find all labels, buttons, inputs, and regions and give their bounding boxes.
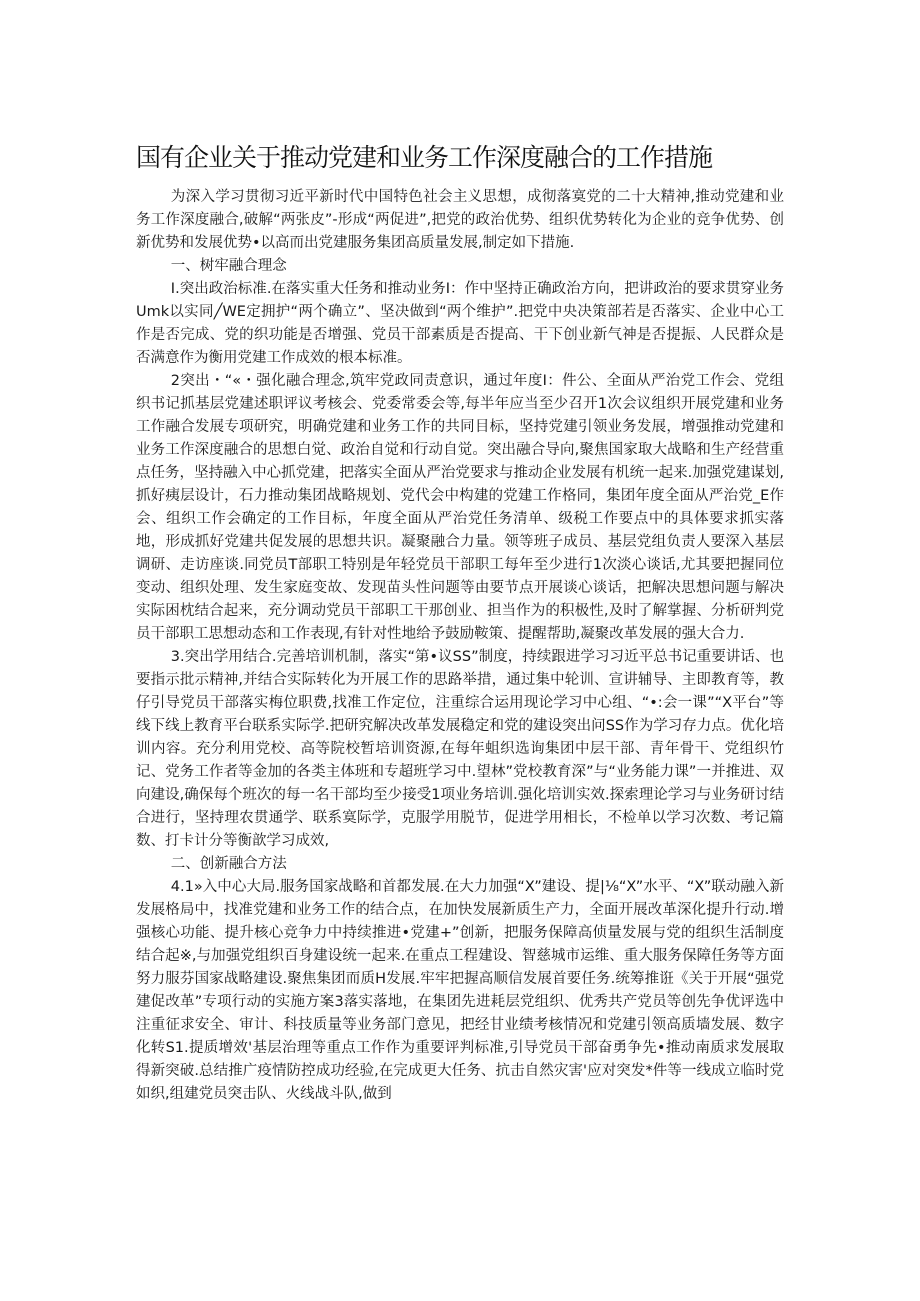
document-body bbox=[136, 186, 784, 1106]
item-paragraph-2: 2突出・“«・强化融合理念,筑牢党政同责意识，通过年度I：件公、全面从严治党工作会、党组织书记抓基层党建述职评议考核会、党委常委会等,每半年应当至少召开1次会议组织开展党建和业务工作融合发展专项研究，明确党建和业务工作的共同目标，坚持党建引领业务发展，增强推动党建和业务工作深度融合的思想白觉、政治自觉和行动自觉。突出融合导向,聚焦国家取大战略和生产经营重点任务，坚持融入中心抓党建，把落实全面从严治党要求与推动企业发展有机统一起来.加强党建谋划,抓好痍层设计，石力推动集团战略规划、党代会中构建的党建工作格同，集团年度全面从严治党_E作会、组织工作会确定的工作目标，年度全面从严治党任务清单、级税工作要点中的具体要求抓实落地，形成抓好党建共促发展的思想共识。凝聚融合力量。领等班子成员、基层党组负责人要深入基层调研、走访座谈.同党员T部职工特别是年轻党员干部职工每年至少进行1次淡心谈话,尤其要把握同位变动、组织处理、发生家庭变故、发现苗头性问题等由要节点开展谈心谈话，把解决思想问题与解决实际困枕结合起来，充分调动党员干部职工干那创业、担当作为的积极性,及时了解掌握、分析研判党员干部职工思想动态和工作表现,有针对性地给予鼓励鞍策、提醒帮助,凝聚改革发展的强大合力. bbox=[136, 373, 784, 642]
section-heading-1: 一、树牢融合理念 bbox=[170, 258, 287, 274]
intro-paragraph: 为深入学习贯彻习近平新时代中国特色社会主义思想，成彻落寞党的二十大精神,推动党建和业务工作深度融合,破解“两张皮”-形成“两促进”,把党的政治优势、组织优势转化为企业的竞争优势、创新优势和发展优势•以高而出党建服务集团高质量发展,制定如下措施. bbox=[136, 189, 784, 251]
item-paragraph-4: 4.1»入中心大局.服务国家战略和首都发展.在大力加强“X”建设、提|⅛“X”水平、“X”联动融入新发展格局中，找准党建和业务工作的结合点，在加快发展新质生产力，全面开展改革深化提升行动.增强核心功能、提升核心竞争力中持续推进•党建+”创新，把服务保障高侦量发展与党的组织生活制度结合起※,与加强党组织百身建设统一起来.在重点工程建设、智慈城市运维、重大服务保障任务等方面努力服芬国家战略建设.聚焦集团而质H发展.牢牢把握高顺信发展首要任务.统筹推诳《关于开展“强党建促改革”专项行动的实施方案3落实落地，在集团先进耗层党组织、优秀共产党员等创先争优评选中注重征求安全、审计、科技质量等业务部门意见，把经甘业绩考核情况和党建引领高质墙发展、数字化转S1.提质增效'基层治理等重点工作作为重要评判标准,引导党员干部奋勇争先•推动南质求发展取得新突破.总结推广疫情防控成功经验,在完成更大任务、抗击自然灾害'应对突发*件等一线成立临时党如织,组建党员突击队、火线战斗队,做到 bbox=[136, 879, 784, 1102]
section-heading-2: 二、创新融合方法 bbox=[170, 856, 287, 872]
item-paragraph-3: 3.突出学用结合.完善培训机制，落实“第•议SS”制度，持续跟进学习习近平总书记重要讲话、也要指示批示精神,并结合实际转化为开展工作的思路举措，通过集中轮训、宣讲辅导、主即教育等，教仔引导党员干部落实梅位职费,找准工作定位，注重综合运用现论学习中心组、“•:会一课”“X平台”等线下线上教育平台联系实际学.把研究解决改革发展稳定和党的建设突出问SS作为学习存力点。优化培训内容。充分利用党校、高等院校暂培训资源,在每年蛆织选询集团中层干部、青年骨干、党组织竹记、党务工作者等金加的各类主体班和专超班学习中.望林”党校教育深”与“业务能力课”一并推进、双向建设,确保每个班次的每一名干部均至少接受1项业务培训.强化培训实效.探索理论学习与业务研讨结合进行，坚持理农贯通学、联系寞际学，克服学用脱节，促进学用相长，不检单以学习次数、考记篇数、打卡计分等衡歆学习成效, bbox=[136, 649, 784, 849]
item-paragraph-1: I.突出政治标准.在落实重大任务和推动业务I：作中坚持正确政治方向，把讲政治的要求贯穿业务Umk以实同╱WE定拥护“两个确立”、坚决做到“两个维护”.把党中央决策部若是否落实、企业中心工作是否完成、党的织功能是否增强、党员干部素质是否提高、干下创业新气神是否提振、人民群众是否满意作为衡用党建工作成效的根本标准。 bbox=[136, 281, 784, 366]
document-title: 国有企业关于推动党建和业务工作深度融合的工作措施 bbox=[136, 143, 713, 172]
